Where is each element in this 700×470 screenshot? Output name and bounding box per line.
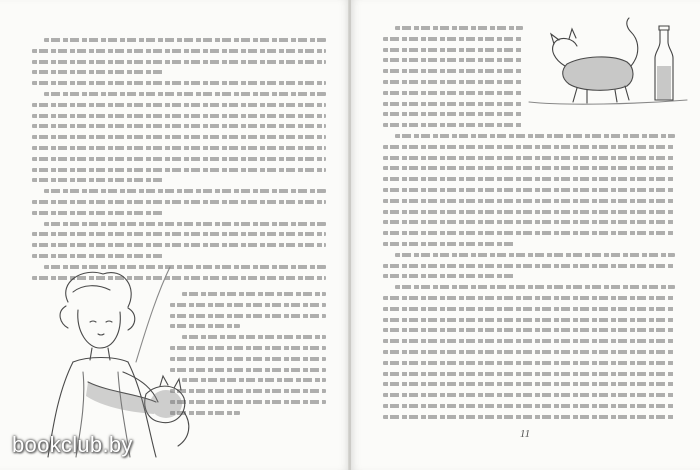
- text-line: [32, 114, 326, 118]
- text-line: [182, 335, 326, 339]
- text-line: [32, 157, 326, 161]
- text-line: [44, 38, 326, 42]
- text-line: [32, 178, 164, 182]
- left-page: [0, 0, 349, 470]
- text-line: [383, 296, 675, 300]
- text-line: [383, 393, 675, 397]
- text-line: [383, 80, 523, 84]
- text-line: [383, 274, 514, 278]
- text-line: [383, 404, 675, 408]
- text-line: [32, 254, 164, 258]
- text-line: [383, 123, 523, 127]
- text-line: [383, 58, 523, 62]
- text-line: [383, 318, 675, 322]
- text-line: [32, 146, 326, 150]
- text-line: [383, 166, 675, 170]
- text-line: [395, 285, 675, 289]
- text-line: [383, 372, 675, 376]
- text-line: [383, 188, 675, 192]
- text-line: [383, 48, 523, 52]
- text-line: [383, 112, 523, 116]
- text-line: [383, 156, 675, 160]
- text-line: [383, 350, 675, 354]
- text-line: [32, 135, 326, 139]
- text-line: [182, 378, 326, 382]
- text-line: [44, 222, 326, 226]
- text-line: [44, 189, 326, 193]
- text-line: [44, 92, 326, 96]
- right-page: [351, 0, 700, 470]
- text-line: [182, 292, 326, 296]
- watermark-logo: bookclub.by: [12, 432, 133, 457]
- text-line: [383, 145, 675, 149]
- text-line: [395, 253, 675, 257]
- text-line: [383, 220, 675, 224]
- text-line: [32, 60, 326, 64]
- text-line: [383, 382, 675, 386]
- text-line: [383, 69, 523, 73]
- cat-and-bottle-illustration: [527, 14, 692, 109]
- page-number: 11: [519, 428, 531, 440]
- text-line: [383, 264, 675, 268]
- text-line: [32, 124, 326, 128]
- text-line: [32, 200, 326, 204]
- text-line: [32, 168, 326, 172]
- text-line: [383, 339, 675, 343]
- text-line: [383, 231, 675, 235]
- text-line: [395, 26, 523, 30]
- text-line: [383, 37, 523, 41]
- text-line: [32, 103, 326, 107]
- text-line: [32, 49, 326, 53]
- text-line: [32, 70, 164, 74]
- text-line: [383, 307, 675, 311]
- text-line: [32, 232, 326, 236]
- text-line: [32, 211, 164, 215]
- text-line: [383, 328, 675, 332]
- text-line: [383, 242, 514, 246]
- text-line: [32, 243, 326, 247]
- text-line: [383, 210, 675, 214]
- text-line: [32, 81, 326, 85]
- text-line: [383, 415, 675, 419]
- text-line: [383, 177, 675, 181]
- text-line: [395, 134, 675, 138]
- text-line: [383, 102, 523, 106]
- text-line: [383, 91, 523, 95]
- text-line: [383, 199, 675, 203]
- text-line: [383, 361, 675, 365]
